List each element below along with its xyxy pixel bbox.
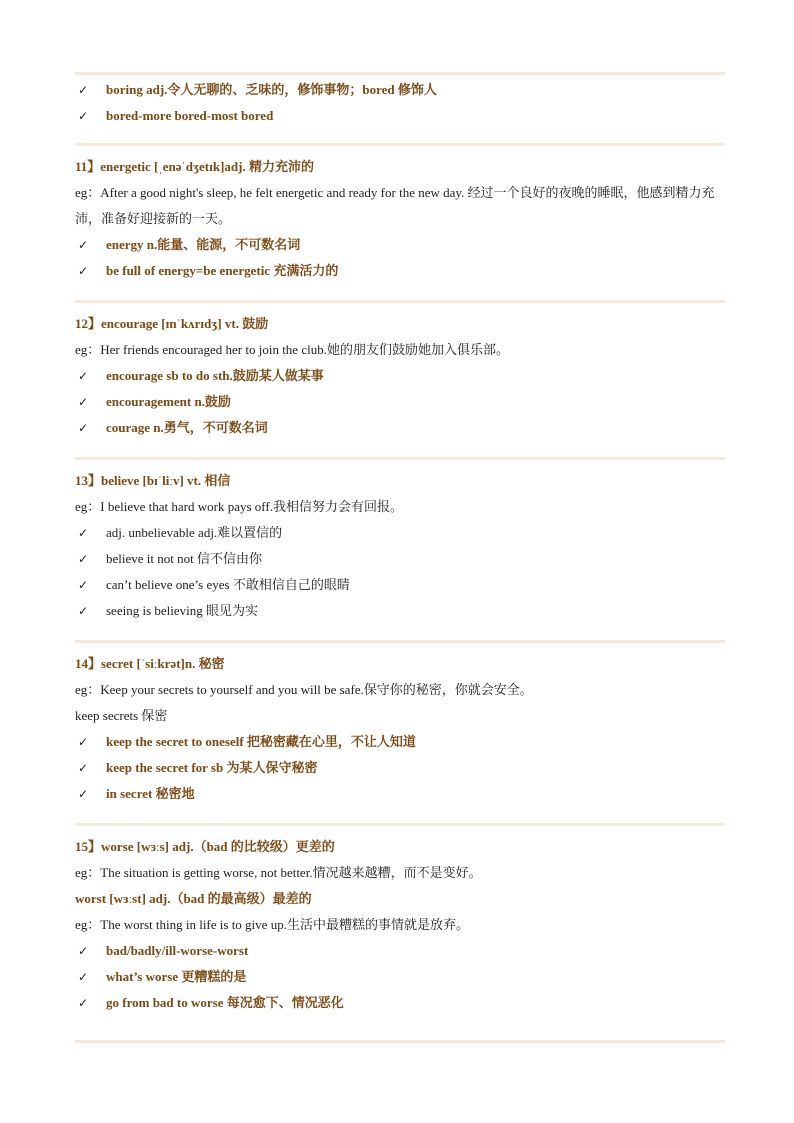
example-sentence: eg：Her friends encouraged her to join the club.她的朋友们鼓励她加入俱乐部。 — [75, 342, 509, 357]
check-icon: ✓ — [78, 996, 89, 1010]
list-item-text: energy n.能量、能源，不可数名词 — [106, 237, 301, 252]
check-icon: ✓ — [78, 83, 89, 97]
list-item — [75, 781, 725, 807]
section-boring — [75, 75, 725, 135]
list-item-text: boring adj.令人无聊的、乏味的，修饰事物；bored 修饰人 — [106, 82, 437, 97]
list-item-text: what’s worse 更糟糕的是 — [106, 969, 247, 984]
list-item-text: seeing is believing 眼见为实 — [106, 603, 259, 618]
check-icon: ✓ — [78, 787, 89, 801]
check-icon: ✓ — [78, 421, 89, 435]
section-15-worse — [75, 826, 725, 1022]
check-icon: ✓ — [78, 526, 89, 540]
list-item-text: believe it not not 信不信由你 — [106, 551, 262, 566]
list-item-text: can’t believe one’s eyes 不敢相信自己的眼睛 — [106, 577, 350, 592]
entry-heading: 11】energetic [ˌenəˈdʒetɪk]adj. 精力充沛的 — [75, 159, 314, 174]
list-item — [75, 572, 725, 598]
check-icon: ✓ — [78, 735, 89, 749]
check-icon: ✓ — [78, 761, 89, 775]
list-item — [75, 258, 725, 284]
list-item-text: encouragement n.鼓励 — [106, 394, 231, 409]
list-item — [75, 729, 725, 755]
list-item-text: courage n.勇气，不可数名词 — [106, 420, 268, 435]
list-item — [75, 520, 725, 546]
list-item — [75, 598, 725, 624]
check-icon: ✓ — [78, 944, 89, 958]
entry-heading: 14】secret [ˈsiːkrət]n. 秘密 — [75, 656, 225, 671]
check-icon: ✓ — [78, 578, 89, 592]
list-item — [75, 415, 725, 441]
section-13-believe — [75, 460, 725, 630]
check-icon: ✓ — [78, 264, 89, 278]
list-item — [75, 232, 725, 258]
list-item — [75, 546, 725, 572]
list-item-text: keep the secret to oneself 把秘密藏在心里，不让人知道 — [106, 734, 416, 749]
entry-heading: 13】believe [bɪˈliːv] vt. 相信 — [75, 473, 231, 488]
list-item-text: bad/badly/ill-worse-worst — [106, 943, 249, 958]
list-item — [75, 964, 725, 990]
check-icon: ✓ — [78, 369, 89, 383]
list-item — [75, 755, 725, 781]
entry-heading: 12】encourage [ɪnˈkʌrɪdʒ] vt. 鼓励 — [75, 316, 269, 331]
example-sentence: eg：The situation is getting worse, not better.情况越来越糟，而不是变好。 — [75, 865, 482, 880]
list-item — [75, 103, 725, 129]
list-item — [75, 938, 725, 964]
section-14-secret — [75, 643, 725, 813]
list-item-text: encourage sb to do sth.鼓励某人做某事 — [106, 368, 324, 383]
example-sentence: eg：Keep your secrets to yourself and you will be safe.保守你的秘密，你就会安全。 — [75, 682, 533, 697]
phrase-note: keep secrets 保密 — [75, 708, 168, 723]
section-11-energetic — [75, 146, 725, 290]
list-item — [75, 77, 725, 103]
example-sentence: eg：The worst thing in life is to give up.生活中最糟糕的事情就是放弃。 — [75, 917, 469, 932]
list-item-text: keep the secret for sb 为某人保守秘密 — [106, 760, 318, 775]
list-item-text: adj. unbelievable adj.难以置信的 — [106, 525, 283, 540]
list-item — [75, 389, 725, 415]
list-item-text: go from bad to worse 每况愈下、情况恶化 — [106, 995, 344, 1010]
check-icon: ✓ — [78, 970, 89, 984]
list-item — [75, 363, 725, 389]
check-icon: ✓ — [78, 604, 89, 618]
check-icon: ✓ — [78, 552, 89, 566]
section-12-encourage — [75, 303, 725, 447]
entry-heading: 15】worse [wɜːs] adj.（bad 的比较级）更差的 — [75, 839, 335, 854]
list-item-text: be full of energy=be energetic 充满活力的 — [106, 263, 339, 278]
list-item — [75, 990, 725, 1016]
example-sentence: eg：I believe that hard work pays off.我相信努力会有回报。 — [75, 499, 403, 514]
entry-subheading: worst [wɜːst] adj.（bad 的最高级）最差的 — [75, 891, 312, 906]
check-icon: ✓ — [78, 238, 89, 252]
list-item-text: in secret 秘密地 — [106, 786, 195, 801]
check-icon: ✓ — [78, 109, 89, 123]
check-icon: ✓ — [78, 395, 89, 409]
example-sentence: eg：After a good night's sleep, he felt energetic and ready for the new day. 经过一个良好的夜晚的睡眠，他感到精力充沛，准备好迎接新的一天。 — [75, 185, 715, 226]
section-divider — [75, 1040, 725, 1043]
document-content — [75, 72, 725, 1043]
list-item-text: bored-more bored-most bored — [106, 108, 274, 123]
